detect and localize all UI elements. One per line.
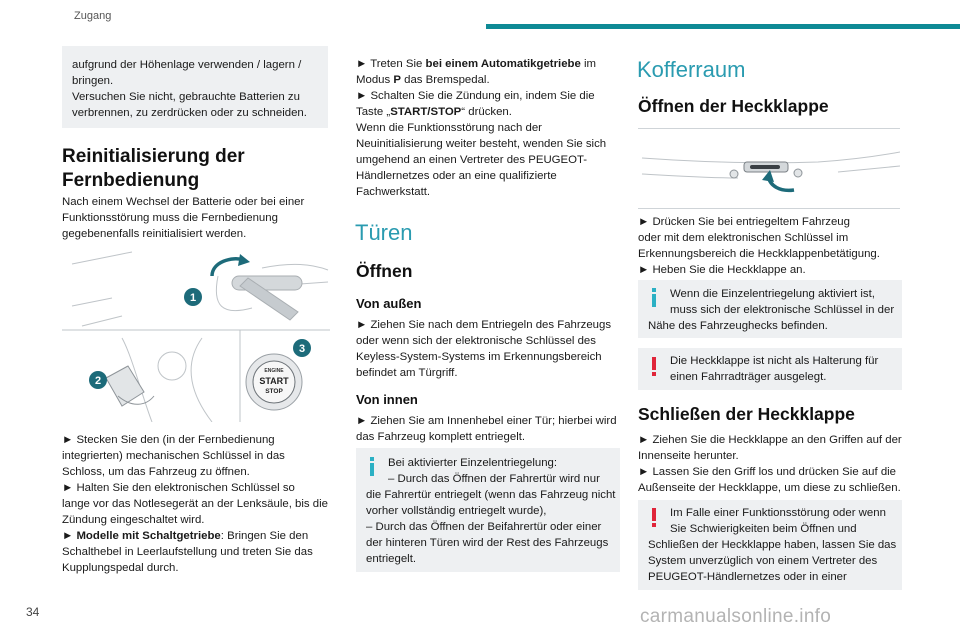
- watermark: carmanualsonline.info: [640, 606, 832, 627]
- doors-section-title: Türen: [355, 220, 413, 245]
- inside-text: ► Ziehen Sie am Innenhebel einer Tür; hierbei wird das Fahrzeug komplett entriegelt.: [356, 415, 617, 443]
- reinit-heading: Reinitialisierung der Fernbedienung: [62, 146, 245, 191]
- key-reinit-illustration: [62, 246, 330, 422]
- figure-rule-bottom: [638, 208, 900, 209]
- boot-section-title: Kofferraum: [637, 57, 746, 82]
- warning-continuation-text: [72, 57, 326, 121]
- tailgate-control-illustration: [638, 140, 900, 204]
- box-line: verbrennen, zu zerdrücken oder zu schneiden.: [72, 107, 307, 119]
- reinit-intro: Nach einem Wechsel der Batterie oder bei einer Funktionsstörung muss die Fernbedienung gegebenenfalls reinitialisiert werden.: [62, 196, 305, 240]
- outside-heading: Von außen: [356, 296, 422, 311]
- open-heading: Öffnen: [356, 261, 413, 281]
- page-number: 34: [26, 605, 40, 619]
- close-tailgate-heading: Schließen der Heckklappe: [638, 404, 855, 424]
- single-unlock-info-text: Bei aktivierter Einzelentriegelung: – Durch das Öffnen der Fahrertür wird nur die Fahrertür entriegelt (wenn das Fahrzeug nicht vorher vollständig entriegelt wurde), – Durch das Öffnen der Beifahrertür oder einer der hinteren Türen wird der Rest des Fahrzeugs entriegelt.: [366, 457, 616, 565]
- figure-rule-top: [638, 128, 900, 129]
- button-text-start: START: [259, 376, 289, 386]
- automatic-step: ► Treten Sie bei einem Automatikgetriebe im Modus P das Bremspedal. ► Schalten Sie die Zündung ein, indem Sie die Taste „START/STOP“ drücken. Wenn die Funktionsstörung nach der Neuinitialisierung weiter besteht, wenden Sie sich umgehend an einen Vertreter des PEUGEOT- Händlernetzes oder an eine qualifizierte Fachwerkstatt.: [356, 58, 607, 198]
- close-tailgate-steps: ► Ziehen Sie die Heckklappe an den Griffen auf der Innenseite herunter. ► Lassen Sie den Griff los und drücken Sie auf die Außenseite der Heckklappe, um diese zu schließen.: [638, 434, 902, 494]
- inside-heading: Von innen: [356, 392, 418, 407]
- callout-1-label: 1: [189, 292, 197, 304]
- outside-text: ► Ziehen Sie nach dem Entriegeln des Fahrzeugs oder wenn sich der elektronische Schlüssel des Keyless-System-Systems im Erkennungsbereich befindet am Türgriff.: [356, 319, 612, 379]
- box-line: Versuchen Sie nicht, gebrauchte Batterien zu: [72, 91, 300, 103]
- open-tailgate-steps: ► Drücken Sie bei entriegeltem Fahrzeug oder mit dem elektronischen Schlüssel im Erkennungsbereich die Heckklappenbetätigung. ► Heben Sie die Heckklappe an.: [638, 216, 880, 276]
- keyless-info-text: Wenn die Einzelentriegelung aktiviert ist, muss sich der elektronische Schlüssel in der Nähe des Fahrzeughecks befinden.: [648, 288, 895, 332]
- chapter-title: Zugang: [74, 10, 112, 22]
- button-text-stop: STOP: [265, 388, 283, 395]
- button-text-engine: ENGINE: [264, 368, 284, 374]
- header-accent-bar: [486, 24, 960, 29]
- callout-3-label: 3: [298, 343, 306, 355]
- open-tailgate-heading: Öffnen der Heckklappe: [638, 96, 829, 116]
- box-line: aufgrund der Höhenlage verwenden / lagern /: [72, 59, 302, 71]
- box-line: bringen.: [72, 75, 114, 87]
- callout-2-label: 2: [94, 375, 102, 387]
- malfunction-warning-text: Im Falle einer Funktionsstörung oder wenn Sie Schwierigkeiten beim Öffnen und Schließen der Heckklappe haben, lassen Sie das System unverzüglich von einem Vertreter des PEUGEOT-Händlernetzes oder in einer: [648, 507, 897, 583]
- bike-carrier-warning-text: Die Heckklappe ist nicht als Halterung für einen Fahrradträger ausgelegt.: [670, 355, 879, 383]
- reinit-steps: ► Stecken Sie den (in der Fernbedienung integrierten) mechanischen Schlüssel in das Schloss, um das Fahrzeug zu öffnen. ► Halten Sie den elektronischen Schlüssel so lange vor das Notlesegerät an der Lenksäule, bis die Zündung eingeschaltet wird. ► Modelle mit Schaltgetriebe: Bringen Sie den Schalthebel in Leerlaufstellung und treten Sie das Kupplungspedal durch.: [62, 434, 328, 574]
